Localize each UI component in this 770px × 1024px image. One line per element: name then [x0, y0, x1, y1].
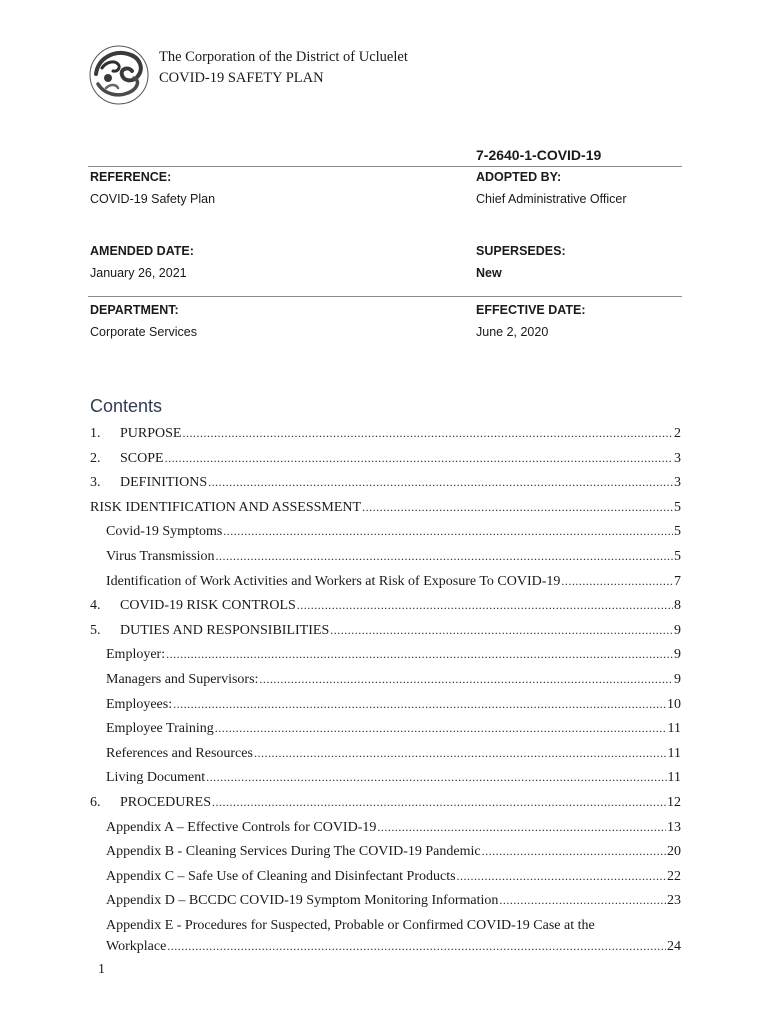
- toc-page: 22: [667, 868, 681, 884]
- organization-name: The Corporation of the District of Ucluelet: [159, 49, 408, 65]
- toc-page: 13: [667, 819, 681, 835]
- toc-page: 10: [667, 696, 681, 712]
- adopted-by-label: ADOPTED BY:: [476, 170, 562, 184]
- toc-leader: [166, 642, 673, 667]
- toc-page: 7: [674, 573, 681, 589]
- toc-entry[interactable]: [90, 790, 681, 815]
- toc-entry[interactable]: [90, 741, 681, 766]
- toc-title: Virus Transmission: [106, 548, 215, 564]
- policy-number: 7-2640-1-COVID-19: [476, 147, 602, 163]
- reference-label: REFERENCE:: [90, 170, 172, 184]
- toc-leader: [330, 618, 673, 643]
- adopted-by-value: Chief Administrative Officer: [476, 192, 627, 206]
- toc-leader: [208, 470, 673, 495]
- toc-entry[interactable]: [90, 569, 681, 594]
- toc-leader: [297, 593, 673, 618]
- toc-title: RISK IDENTIFICATION AND ASSESSMENT: [90, 499, 362, 515]
- amended-date-value: January 26, 2021: [90, 266, 187, 280]
- toc-entry[interactable]: [90, 667, 681, 692]
- toc-entry[interactable]: [90, 839, 681, 864]
- contents-heading: Contents: [90, 396, 163, 416]
- toc-leader: [215, 544, 673, 569]
- toc-entry[interactable]: [90, 618, 681, 643]
- toc-title: Covid-19 Symptoms: [106, 524, 223, 540]
- toc-leader: [173, 692, 666, 717]
- toc-leader: [254, 741, 667, 766]
- toc-number: 6.: [90, 794, 101, 810]
- toc-title: Employer:: [106, 647, 166, 663]
- toc-title: Appendix A – Effective Controls for COVID-19: [106, 819, 377, 835]
- toc-title: DEFINITIONS: [120, 475, 208, 491]
- divider: [88, 166, 682, 167]
- toc-leader: [182, 421, 673, 446]
- toc-page: 11: [667, 770, 681, 786]
- toc-leader: [206, 765, 666, 790]
- toc-entry[interactable]: [90, 642, 681, 667]
- toc-leader: [377, 815, 666, 840]
- toc-title: PROCEDURES: [120, 794, 212, 810]
- toc-title: SCOPE: [120, 450, 164, 466]
- toc-entry[interactable]: [90, 495, 681, 520]
- toc-title: Managers and Supervisors:: [106, 671, 259, 687]
- toc-title: Employees:: [106, 696, 173, 712]
- toc-entry[interactable]: [90, 519, 681, 544]
- toc-leader: [259, 667, 673, 692]
- effective-date-label: EFFECTIVE DATE:: [476, 303, 586, 317]
- toc-title: Appendix D – BCCDC COVID-19 Symptom Monitoring Information: [106, 893, 499, 909]
- toc-page: 3: [674, 475, 681, 491]
- toc-leader: [223, 519, 673, 544]
- toc-leader: [499, 888, 666, 913]
- page-number: 1: [98, 962, 105, 977]
- toc-title: Appendix C – Safe Use of Cleaning and Disinfectant Products: [106, 868, 456, 884]
- toc-title: DUTIES AND RESPONSIBILITIES: [120, 622, 330, 638]
- toc-page: 3: [674, 450, 681, 466]
- toc-page: 20: [667, 844, 681, 860]
- toc-entry[interactable]: [90, 888, 681, 913]
- toc-entry[interactable]: [90, 716, 681, 741]
- supersedes-value: New: [476, 266, 502, 280]
- toc-leader: [215, 716, 667, 741]
- toc-leader: [212, 790, 666, 815]
- toc-number: 4.: [90, 598, 101, 614]
- toc-title: COVID-19 RISK CONTROLS: [120, 598, 296, 614]
- toc-title: Employee Training: [106, 721, 214, 737]
- toc-page: 8: [674, 598, 681, 614]
- toc-title: References and Resources: [106, 745, 253, 761]
- toc-entry[interactable]: [90, 692, 681, 717]
- toc-leader: [561, 569, 673, 594]
- toc-leader: [362, 495, 673, 520]
- document-title: COVID-19 SAFETY PLAN: [159, 70, 324, 86]
- toc-title: Living Document: [106, 770, 206, 786]
- toc-page: 24: [667, 938, 681, 954]
- toc-leader: [482, 839, 666, 864]
- divider: [88, 296, 682, 297]
- toc-number: 3.: [90, 475, 101, 491]
- toc-entry[interactable]: [90, 864, 681, 889]
- toc-page: 23: [667, 893, 681, 909]
- toc-page: 11: [667, 721, 681, 737]
- ucluelet-wave-logo-icon: [88, 44, 150, 106]
- toc-title: Appendix E - Procedures for Suspected, Probable or Confirmed COVID-19 Case at the: [106, 917, 595, 933]
- toc-page: 9: [674, 671, 681, 687]
- toc-leader: [167, 936, 666, 956]
- table-of-contents: [90, 421, 681, 957]
- toc-leader: [457, 864, 666, 889]
- toc-entry[interactable]: [90, 421, 681, 446]
- toc-title-continued: Workplace: [106, 938, 167, 954]
- toc-page: 12: [667, 794, 681, 810]
- toc-page: 11: [667, 745, 681, 761]
- toc-title: PURPOSE: [120, 426, 182, 441]
- department-label: DEPARTMENT:: [90, 303, 179, 317]
- toc-leader: [165, 446, 673, 471]
- toc-number: 2.: [90, 450, 101, 466]
- toc-entry[interactable]: [90, 446, 681, 471]
- effective-date-value: June 2, 2020: [476, 325, 549, 339]
- toc-entry[interactable]: [90, 544, 681, 569]
- toc-entry[interactable]: [90, 470, 681, 495]
- toc-entry[interactable]: [90, 913, 681, 957]
- toc-title: Appendix B - Cleaning Services During The COVID-19 Pandemic: [106, 844, 481, 860]
- amended-date-label: AMENDED DATE:: [90, 244, 194, 258]
- toc-entry[interactable]: [90, 815, 681, 840]
- toc-page: 5: [674, 548, 681, 564]
- toc-entry[interactable]: [90, 593, 681, 618]
- toc-page: 9: [674, 622, 681, 638]
- toc-page: 9: [674, 647, 681, 663]
- toc-entry[interactable]: [90, 765, 681, 790]
- department-value: Corporate Services: [90, 325, 197, 339]
- reference-value: COVID-19 Safety Plan: [90, 192, 216, 206]
- toc-title: Identification of Work Activities and Workers at Risk of Exposure To COVID-19: [106, 573, 561, 589]
- toc-number: 5.: [90, 622, 101, 638]
- toc-number: 1.: [90, 426, 101, 441]
- toc-page: 2: [674, 426, 681, 441]
- toc-page: 5: [674, 524, 681, 540]
- supersedes-label: SUPERSEDES:: [476, 244, 566, 258]
- toc-page: 5: [674, 499, 681, 515]
